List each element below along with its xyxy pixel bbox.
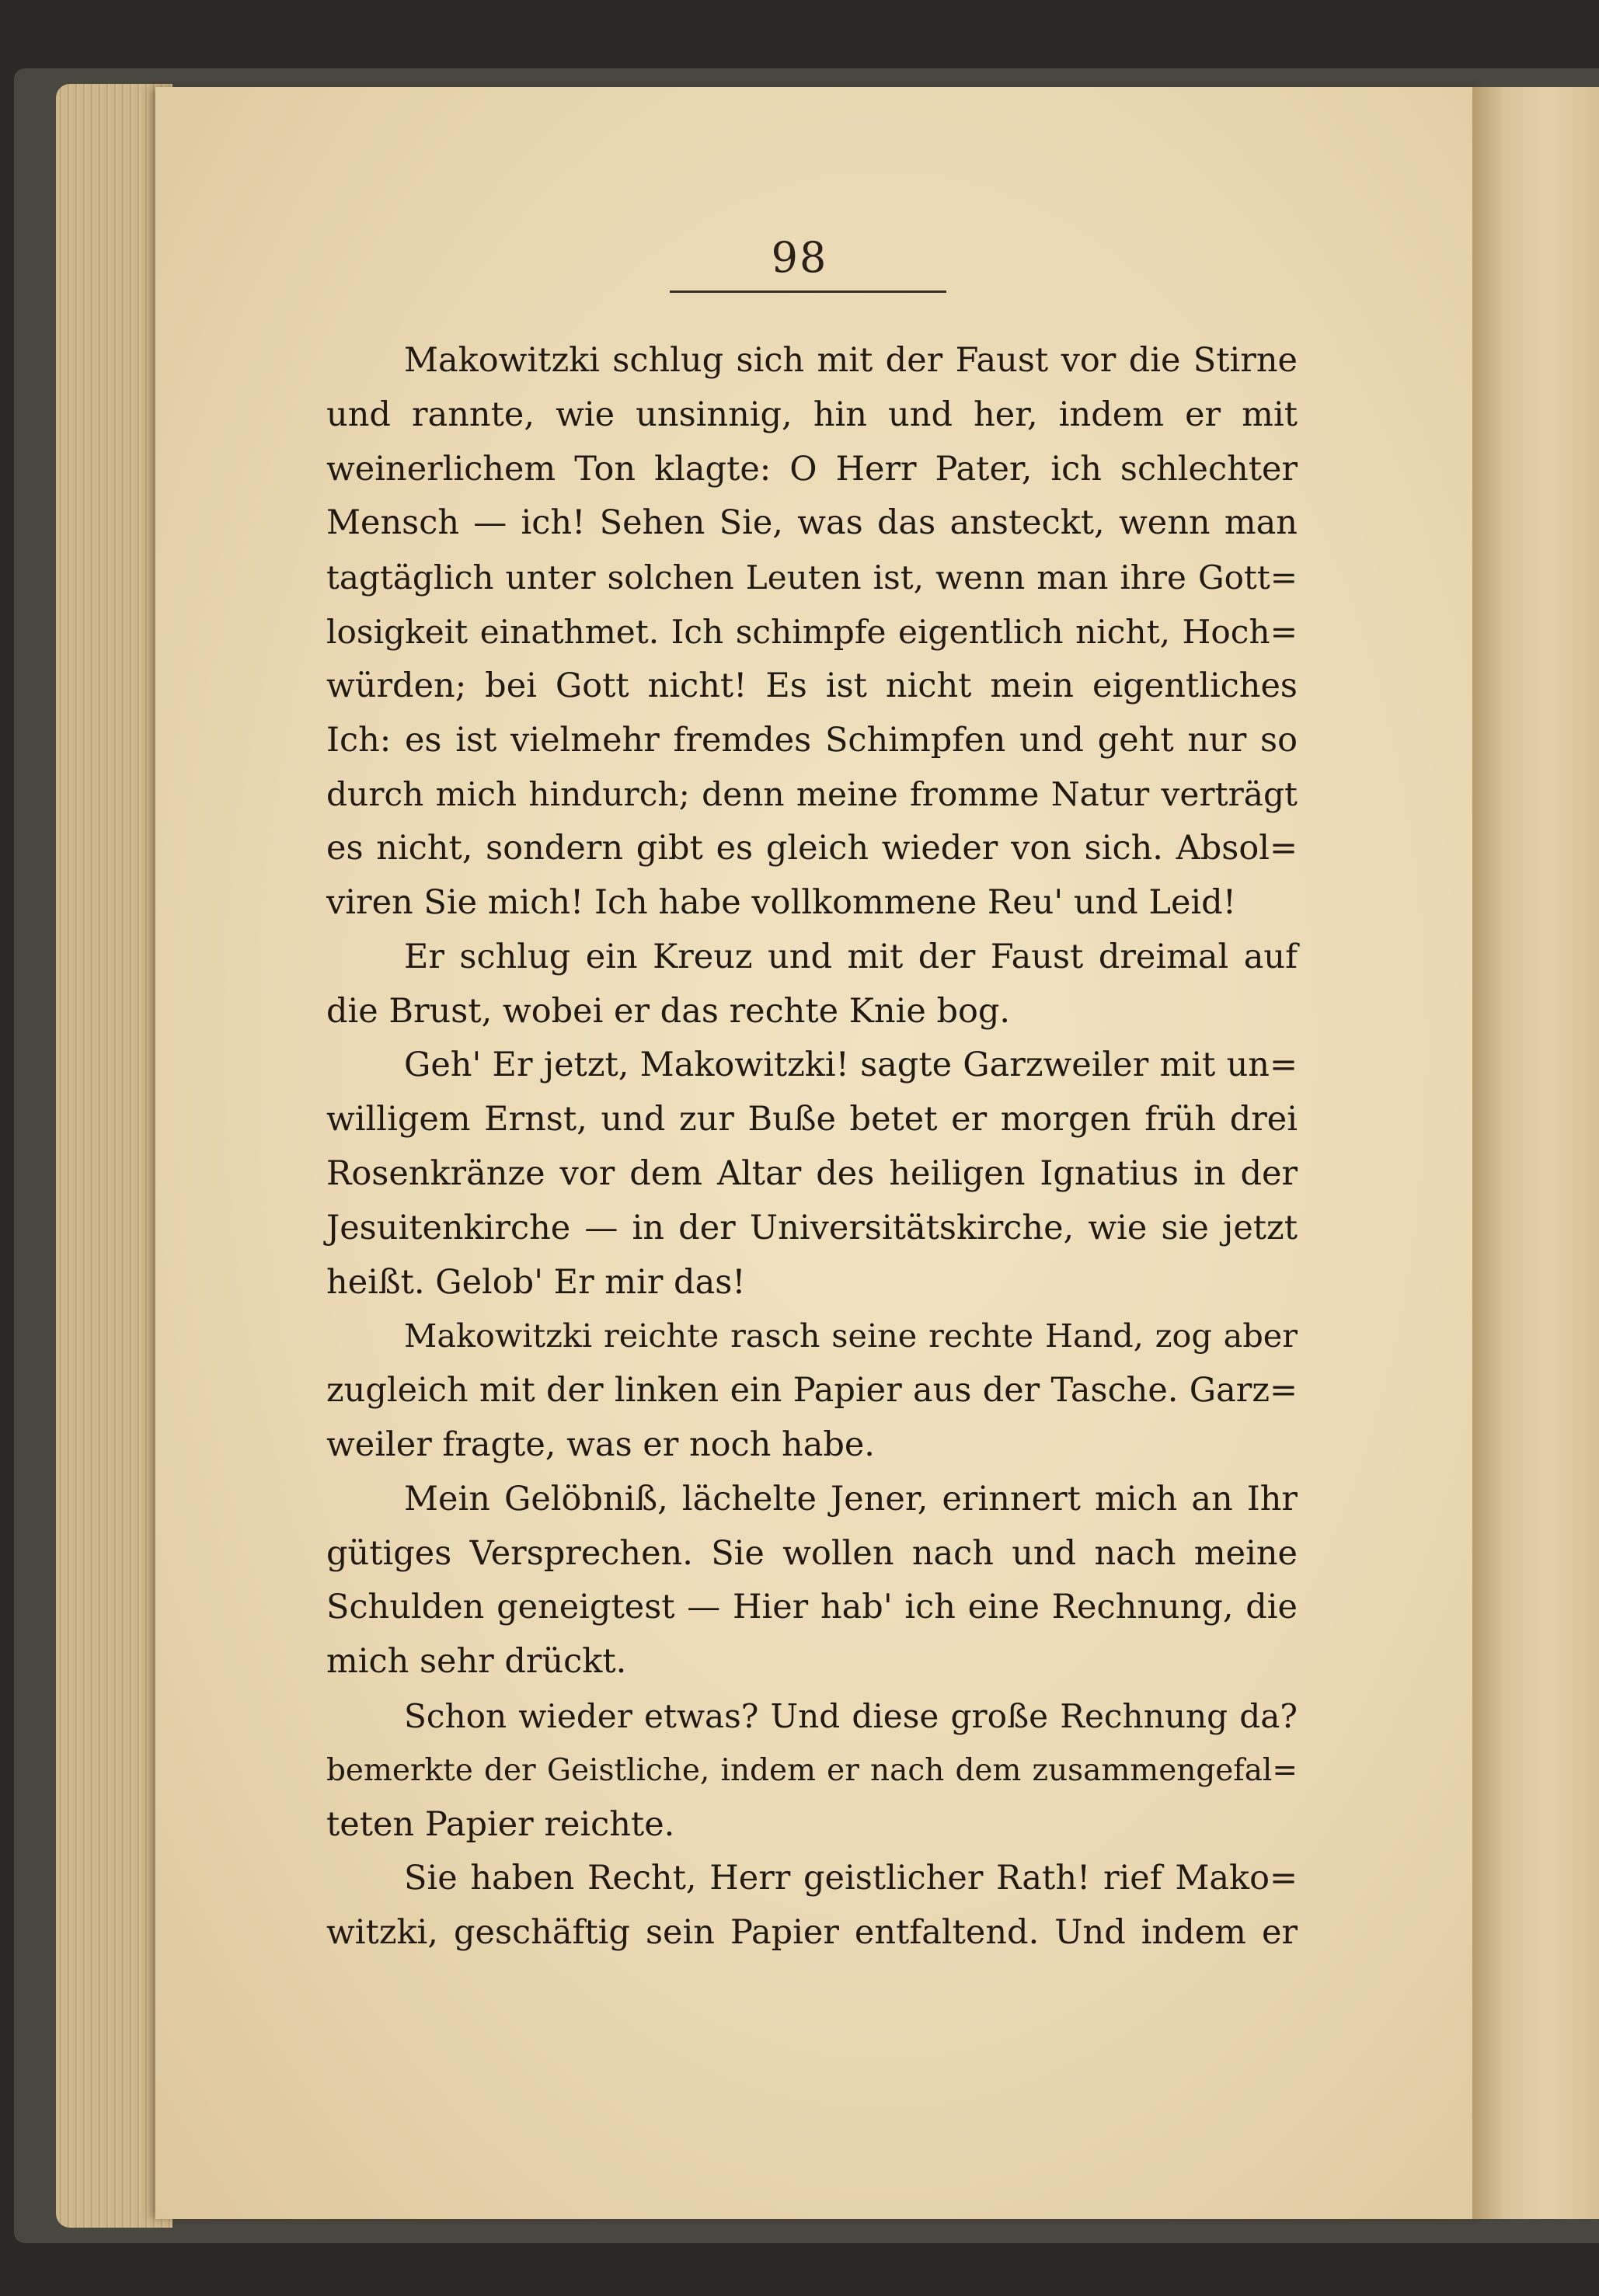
header-rule: [670, 290, 946, 293]
text-line: teten Papier reichte.: [326, 1804, 675, 1844]
text-line: Ich: es ist vielmehr fremdes Schimpfen und geht nur so: [326, 720, 1298, 760]
text-line: Schulden geneigtest — Hier hab' ich eine Rechnung, die: [326, 1588, 1298, 1627]
text-line: Jesuitenkirche — in der Universitätskirche, wie sie jetzt: [326, 1208, 1298, 1247]
text-line: mich sehr drückt.: [326, 1642, 627, 1682]
page-number: 98: [771, 233, 828, 282]
text-line: tagtäglich unter solchen Leuten ist, wenn man ihre Gott=: [326, 558, 1298, 597]
text-line: Er schlug ein Kreuz und mit der Faust dreimal auf: [404, 937, 1298, 976]
facing-page-gutter: [1472, 87, 1599, 2219]
text-line: Makowitzki schlug sich mit der Faust vor die Stirne: [404, 341, 1298, 380]
text-line: gütiges Versprechen. Sie wollen nach und nach meine: [326, 1533, 1298, 1573]
text-line: heißt. Gelob' Er mir das!: [326, 1262, 746, 1302]
text-line: weinerlichem Ton klagte: O Herr Pater, ich schlechter: [326, 449, 1298, 489]
text-line: losigkeit einathmet. Ich schimpfe eigentlich nicht, Hoch=: [326, 612, 1298, 651]
text-line: durch mich hindurch; denn meine fromme Natur verträgt: [326, 775, 1298, 814]
text-line: die Brust, wobei er das rechte Knie bog.: [326, 991, 1011, 1031]
body-text: [326, 334, 1298, 1960]
text-line: willigem Ernst, und zur Buße betet er morgen früh drei: [326, 1100, 1298, 1139]
text-line: Rosenkränze vor dem Altar des heiligen Ignatius in der: [326, 1153, 1298, 1193]
text-line: viren Sie mich! Ich habe vollkommene Reu' und Leid!: [326, 882, 1236, 922]
text-line: Sie haben Recht, Herr geistlicher Rath! rief Mako=: [404, 1859, 1298, 1898]
text-line: Schon wieder etwas? Und diese große Rechnung da?: [404, 1696, 1298, 1735]
text-line: es nicht, sondern gibt es gleich wieder von sich. Absol=: [326, 829, 1298, 868]
text-line: Mensch — ich! Sehen Sie, was das ansteckt, wenn man: [326, 503, 1298, 543]
text-line: Geh' Er jetzt, Makowitzki! sagte Garzweiler mit un=: [404, 1045, 1298, 1085]
text-line: und rannte, wie unsinnig, hin und her, indem er mit: [326, 395, 1298, 434]
text-line: würden; bei Gott nicht! Es ist nicht mein eigentliches: [326, 666, 1298, 705]
text-line: Mein Gelöbniß, lächelte Jener, erinnert mich an Ihr: [404, 1479, 1298, 1518]
text-line: bemerkte der Geistliche, indem er nach dem zusammengefal=: [326, 1752, 1298, 1788]
text-line: weiler fragte, was er noch habe.: [326, 1425, 875, 1464]
text-line: zugleich mit der linken ein Papier aus der Tasche. Garz=: [326, 1371, 1298, 1411]
text-line: Makowitzki reichte rasch seine rechte Hand, zog aber: [404, 1317, 1298, 1355]
text-line: witzki, geschäftig sein Papier entfaltend. Und indem er: [326, 1913, 1298, 1953]
